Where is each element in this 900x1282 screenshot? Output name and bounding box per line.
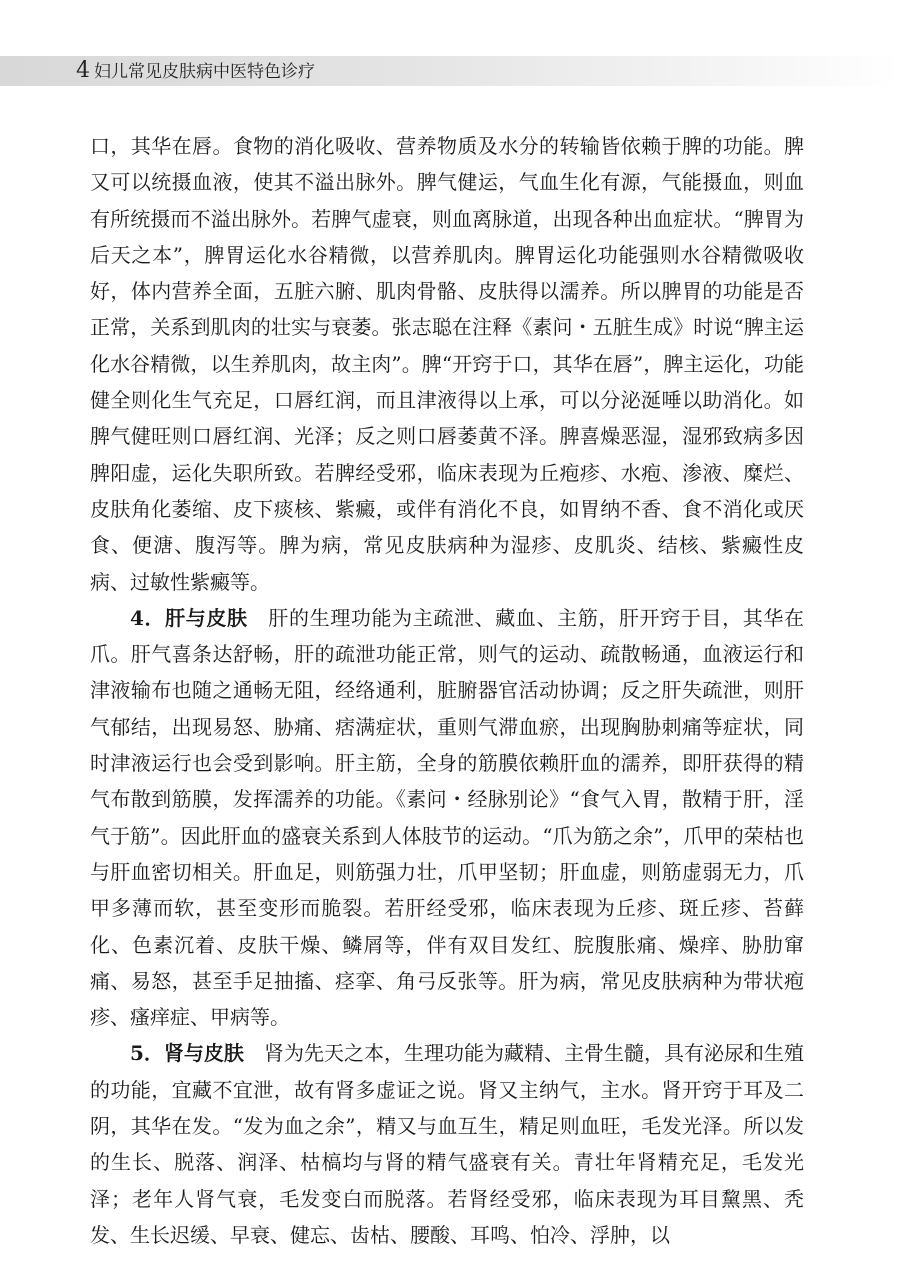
paragraph-kidney-and-skin — [90, 1035, 804, 1253]
body-text — [90, 128, 804, 1253]
paragraph-liver-and-skin — [90, 600, 804, 1036]
section-heading-kidney: 5．肾与皮肤 — [130, 1041, 244, 1066]
running-title: 妇儿常见皮肤病中医特色诊疗 — [94, 62, 315, 82]
paragraph-liver-text: 肝的生理功能为主疏泄、藏血、主筋，肝开窍于目，其华在爪。肝气喜条达舒畅，肝的疏泄功能正常，则气的运动、疏散畅通，血液运行和津液输布也随之通畅无阻，经络通利，脏腑器官活动协调；反之肝失疏泄，则肝气郁结，出现易怒、胁痛、痞满症状，重则气滞血瘀，出现胸胁刺痛等症状，同时津液运行也会受到影响。肝主筋，全身的筋膜依赖肝血的濡养，即肝获得的精气布散到筋膜，发挥濡养的功能。《素问・经脉别论》“食气入胃，散精于肝，淫气于筋”。因此肝血的盛衰关系到人体肢节的运动。“爪为筋之余”，爪甲的荣枯也与肝血密切相关。肝血足，则筋强力壮，爪甲坚韧；肝血虚，则筋虚弱无力，爪甲多薄而软，甚至变形而脆裂。若肝经受邪，临床表现为丘疹、斑丘疹、苔藓化、色素沉着、皮肤干燥、鳞屑等，伴有双目发红、脘腹胀痛、燥痒、胁肋窜痛、易怒，甚至手足抽搐、痉挛、角弓反张等。肝为病，常见皮肤病种为带状疱疹、瘙痒症、甲病等。 — [90, 605, 805, 1030]
paragraph-spleen-continued: 口，其华在唇。食物的消化吸收、营养物质及水分的转输皆依赖于脾的功能。脾又可以统摄血液，使其不溢出脉外。脾气健运，气血生化有源，气能摄血，则血有所统摄而不溢出脉外。若脾气虚衰，则血离脉道，出现各种出血症状。“脾胃为后天之本”，脾胃运化水谷精微，以营养肌肉。脾胃运化功能强则水谷精微吸收好，体内营养全面，五脏六腑、肌肉骨骼、皮肤得以濡养。所以脾胃的功能是否正常，关系到肌肉的壮实与衰萎。张志聪在注释《素问・五脏生成》时说“脾主运化水谷精微，以生养肌肉，故主肉”。脾“开窍于口，其华在唇”，脾主运化，功能健全则化生气充足，口唇红润，而且津液得以上承，可以分泌涎唾以助消化。如脾气健旺则口唇红润、光泽；反之则口唇萎黄不泽。脾喜燥恶湿，湿邪致病多因脾阳虚，运化失职所致。若脾经受邪，临床表现为丘疱疹、水疱、渗液、糜烂、皮肤角化萎缩、皮下痰核、紫癜，或伴有消化不良，如胃纳不香、食不消化或厌食、便溏、腹泻等。脾为病，常见皮肤病种为湿疹、皮肌炎、结核、紫癜性皮病、过敏性紫癜等。 — [90, 134, 804, 594]
paragraph-kidney-text: 肾为先天之本，生理功能为藏精、主骨生髓，具有泌尿和生殖的功能，宜藏不宜泄，故有肾多虚证之说。肾又主纳气，主水。肾开窍于耳及二阴，其华在发。“发为血之余”，精又与血互生，精足则血旺，毛发光泽。所以发的生长、脱落、润泽、枯槁均与肾的精气盛衰有关。青壮年肾精充足，毛发光泽；老年人肾气衰，毛发变白而脱落。若肾经受邪，临床表现为耳目黧黑、秃发、生长迟缓、早衰、健忘、齿枯、腰酸、耳鸣、怕冷、浮肿，以 — [90, 1041, 805, 1247]
section-heading-liver: 4．肝与皮肤 — [130, 605, 248, 630]
page-number: 4 — [76, 58, 90, 83]
